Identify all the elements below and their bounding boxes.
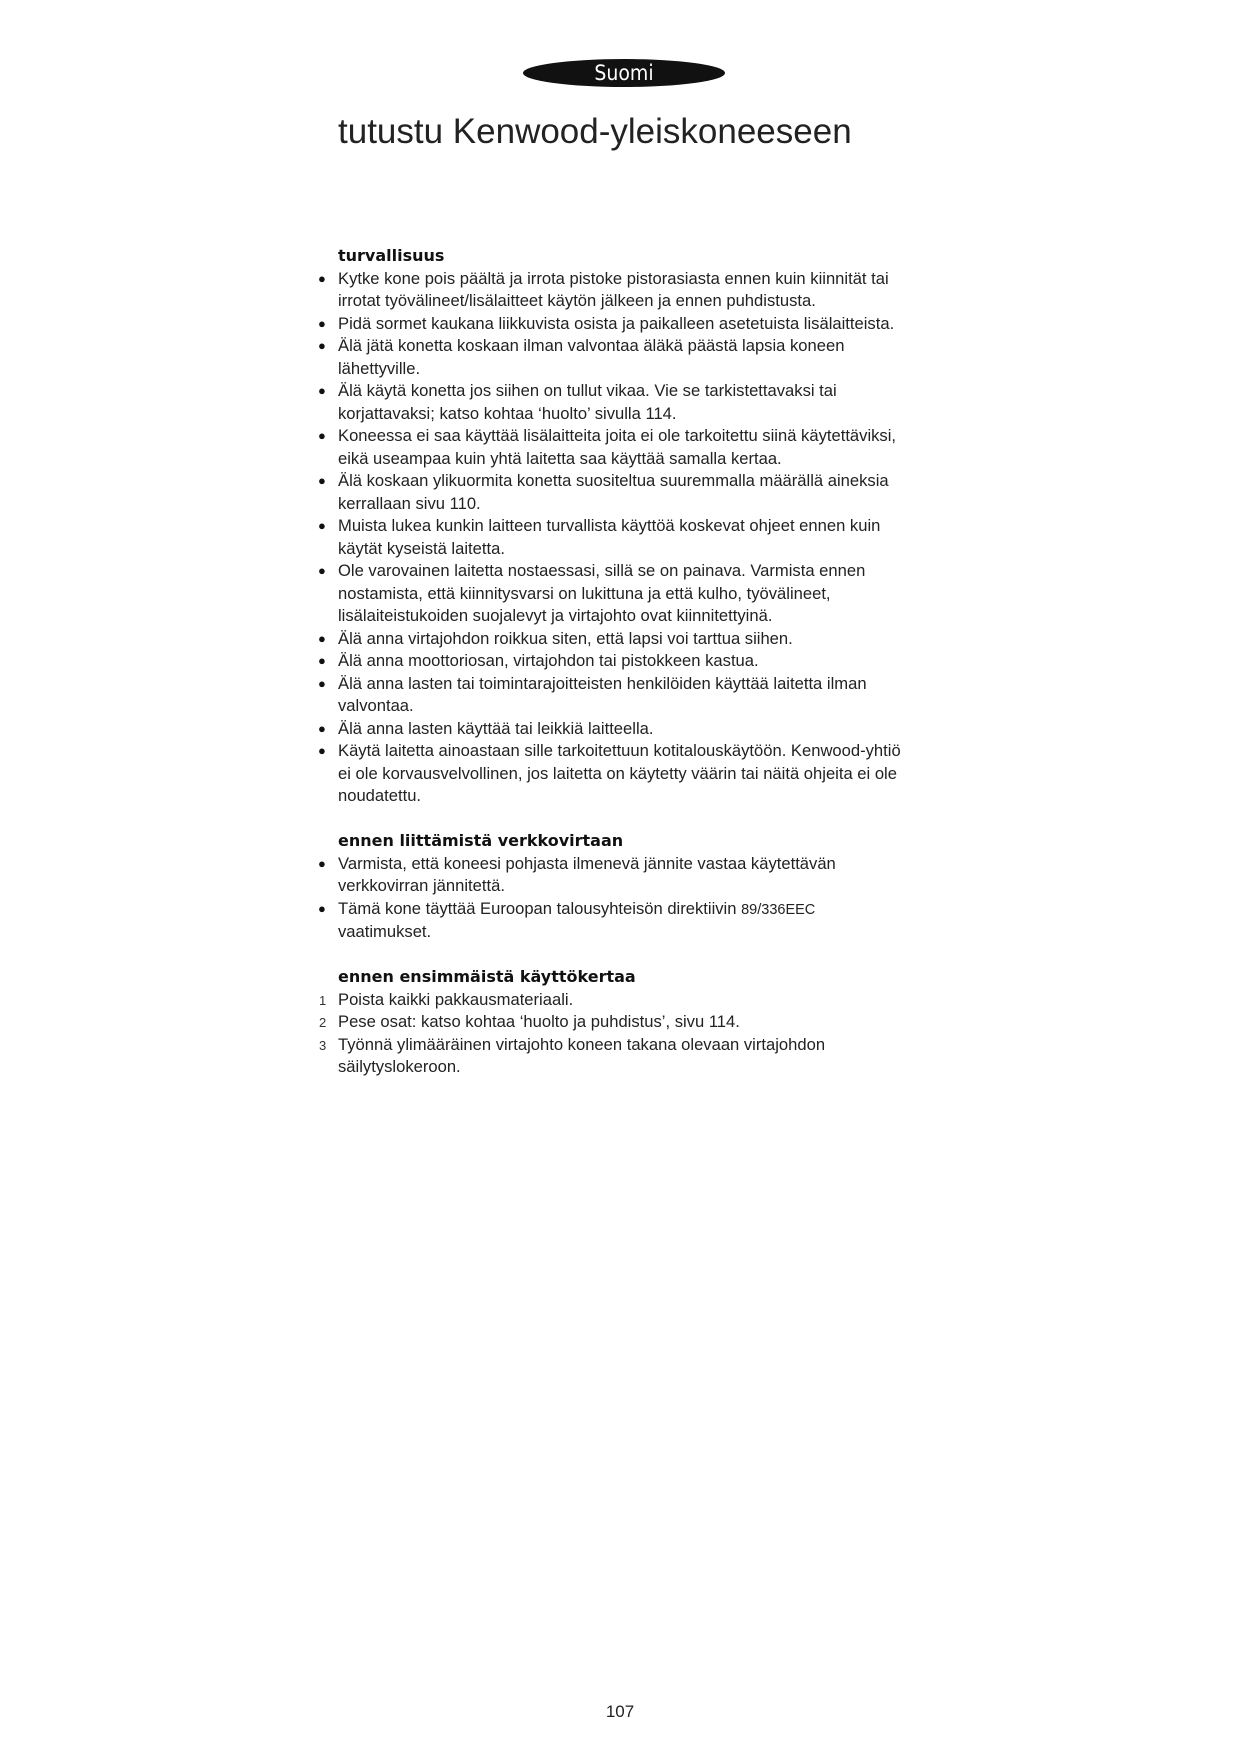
list-item: ● Älä anna lasten tai toimintarajoitteisten henkilöiden käyttää laitetta ilman valvontaa.	[338, 673, 908, 718]
list-item: ● Älä anna lasten käyttää tai leikkiä laitteella.	[338, 718, 908, 741]
directive-text-after: vaatimukset.	[338, 922, 432, 941]
before-plugging-heading: ennen liittämistä verkkovirtaan	[338, 831, 624, 850]
safety-section	[338, 245, 908, 808]
language-badge: Suomi	[523, 59, 725, 87]
before-first-use-heading: ennen ensimmäistä käyttökertaa	[338, 967, 636, 986]
safety-heading: turvallisuus	[338, 246, 445, 265]
document-body	[319, 245, 908, 1079]
list-item: ● Älä koskaan ylikuormita konetta suositeltua suuremmalla määrällä aineksia kerrallaan sivu 110.	[338, 470, 908, 515]
list-item	[338, 898, 908, 944]
before-plugging-list	[338, 853, 908, 944]
list-item: ● Ole varovainen laitetta nostaessasi, sillä se on painava. Varmista ennen nostamista, että kiinnitysvarsi on lukittuna ja että kulho, työvälineet, lisälaiteistukoiden suojalevyt ja virtajohto ovat kiinnitettyinä.	[338, 560, 908, 628]
list-item: ● Älä jätä konetta koskaan ilman valvontaa äläkä päästä lapsia koneen lähettyville.	[338, 335, 908, 380]
before-first-use-section	[319, 966, 908, 1079]
step-text: Työnnä ylimääräinen virtajohto koneen takana olevaan virtajohdon säilytyslokeroon.	[338, 1034, 826, 1076]
list-item: ● Varmista, että koneesi pohjasta ilmenevä jännite vastaa käytettävän verkkovirran jännitettä.	[338, 853, 908, 898]
list-item: ● Älä anna moottoriosan, virtajohdon tai pistokkeen kastua.	[338, 650, 908, 673]
list-item: ● Muista lukea kunkin laitteen turvallista käyttöä koskevat ohjeet ennen kuin käytät kyseistä laitetta.	[338, 515, 908, 560]
step-text: Pese osat: katso kohtaa ‘huolto ja puhdistus’, sivu 114.	[338, 1012, 740, 1031]
step-number: 3	[319, 1037, 327, 1053]
list-item	[319, 1034, 908, 1079]
list-item: ● Kytke kone pois päältä ja irrota pistoke pistorasiasta ennen kuin kiinnität tai irrotat työvälineet/lisälaitteet käytön jälkeen ja ennen puhdistusta.	[338, 268, 908, 313]
page-title: tutustu Kenwood-yleiskoneeseen	[338, 112, 852, 151]
list-item: ● Koneessa ei saa käyttää lisälaitteita joita ei ole tarkoitettu siinä käytettäviksi, eikä useampaa kuin yhtä laitetta saa käyttää samalla kertaa.	[338, 425, 908, 470]
list-item	[319, 1011, 908, 1034]
step-text: Poista kaikki pakkausmateriaali.	[338, 989, 574, 1009]
list-item: ● Käytä laitetta ainoastaan sille tarkoitettuun kotitalouskäytöön. Kenwood-yhtiö ei ole korvausvelvollinen, jos laitetta on käytetty väärin tai näitä ohjeita ei ole noudatettu.	[338, 740, 908, 808]
list-item	[319, 989, 908, 1012]
step-number: 1	[319, 992, 327, 1008]
step-number: 2	[319, 1015, 327, 1030]
safety-list	[338, 268, 908, 808]
before-plugging-section	[338, 830, 908, 944]
directive-text-before: Tämä kone täyttää Euroopan talousyhteisön direktiivin	[338, 898, 742, 918]
first-use-steps	[319, 989, 908, 1079]
list-item: ● Älä anna virtajohdon roikkua siten, että lapsi voi tarttua siihen.	[338, 628, 908, 651]
directive-code: 89/336EEC	[741, 901, 816, 918]
page-number: 107	[605, 1702, 635, 1721]
list-item: ● Älä käytä konetta jos siihen on tullut vikaa. Vie se tarkistettavaksi tai korjattavaksi; katso kohtaa ‘huolto’ sivulla 114.	[338, 380, 908, 425]
list-item: ● Pidä sormet kaukana liikkuvista osista ja paikalleen asetetuista lisälaitteista.	[338, 313, 908, 336]
